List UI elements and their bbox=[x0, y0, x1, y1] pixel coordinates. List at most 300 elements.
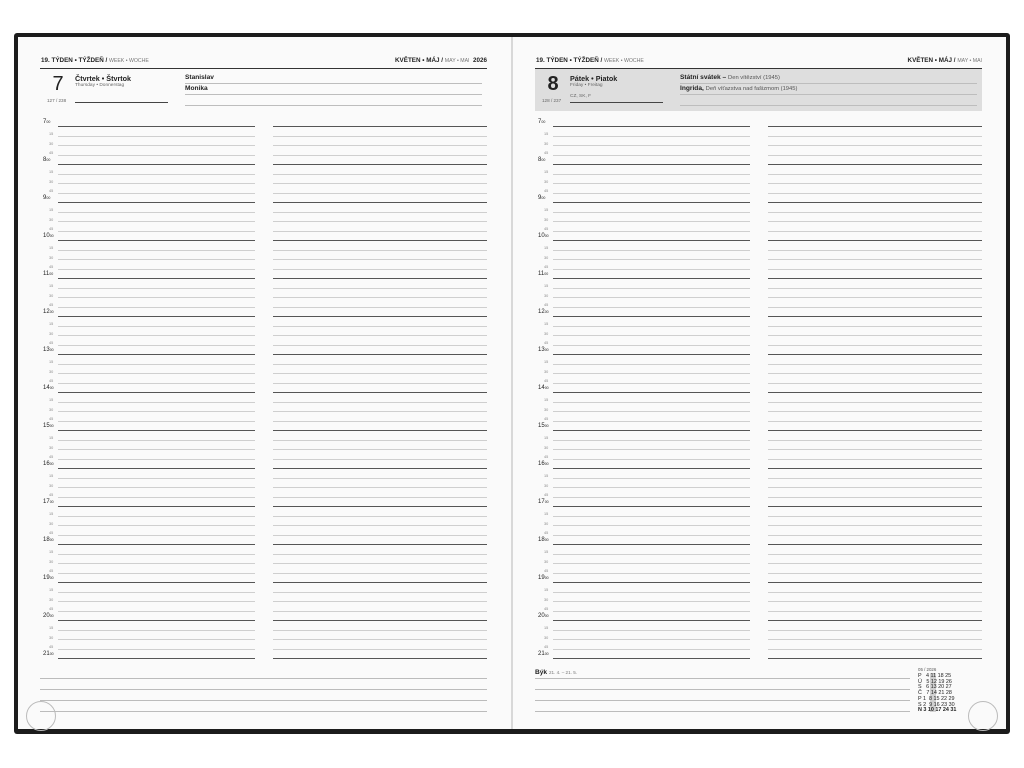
quarter-label: 30 bbox=[544, 597, 549, 602]
quarter-line[interactable] bbox=[553, 383, 750, 384]
hour-line[interactable] bbox=[553, 544, 750, 545]
quarter-line[interactable] bbox=[768, 364, 982, 365]
hour-line[interactable] bbox=[58, 544, 255, 545]
holiday-entry: Ingrida, Deň víťazstva nad fašizmom (1945) bbox=[680, 84, 977, 95]
quarter-line[interactable] bbox=[768, 326, 982, 327]
quarter-line[interactable] bbox=[553, 535, 750, 536]
corner-pocket bbox=[26, 701, 56, 731]
quarter-line[interactable] bbox=[553, 421, 750, 422]
hour-line[interactable] bbox=[273, 316, 487, 317]
hour-line[interactable] bbox=[273, 164, 487, 165]
quarter-line[interactable] bbox=[553, 174, 750, 175]
quarter-line[interactable] bbox=[553, 193, 750, 194]
quarter-line[interactable] bbox=[273, 563, 487, 564]
quarter-line[interactable] bbox=[273, 383, 487, 384]
quarter-line[interactable] bbox=[768, 592, 982, 593]
quarter-line[interactable] bbox=[273, 212, 487, 213]
hour-line[interactable] bbox=[273, 240, 487, 241]
quarter-line[interactable] bbox=[553, 183, 750, 184]
quarter-line[interactable] bbox=[58, 364, 255, 365]
quarter-line[interactable] bbox=[768, 335, 982, 336]
quarter-line[interactable] bbox=[273, 402, 487, 403]
hour-label: $15^{00}$ bbox=[43, 423, 54, 429]
quarter-line[interactable] bbox=[58, 421, 255, 422]
quarter-line[interactable] bbox=[553, 649, 750, 650]
quarter-label: 30 bbox=[49, 445, 54, 450]
hour-line[interactable] bbox=[768, 278, 982, 279]
hour-line[interactable] bbox=[58, 354, 255, 355]
hour-line[interactable] bbox=[273, 202, 487, 203]
quarter-label: 30 bbox=[49, 635, 54, 640]
hour-line[interactable] bbox=[768, 544, 982, 545]
quarter-line[interactable] bbox=[273, 183, 487, 184]
quarter-label: 15 bbox=[49, 208, 54, 212]
hour-line[interactable] bbox=[768, 620, 982, 621]
quarter-line[interactable] bbox=[58, 307, 255, 308]
holiday-blank[interactable] bbox=[680, 95, 977, 106]
hour-line[interactable] bbox=[768, 240, 982, 241]
day-underline bbox=[75, 102, 168, 103]
quarter-label: 15 bbox=[49, 474, 54, 478]
quarter-label: 45 bbox=[49, 227, 54, 231]
quarter-line[interactable] bbox=[553, 592, 750, 593]
quarter-line[interactable] bbox=[58, 231, 255, 232]
quarter-line[interactable] bbox=[58, 174, 255, 175]
quarter-line[interactable] bbox=[58, 345, 255, 346]
quarter-line[interactable] bbox=[58, 212, 255, 213]
quarter-line[interactable] bbox=[553, 516, 750, 517]
quarter-line[interactable] bbox=[273, 250, 487, 251]
quarter-line[interactable] bbox=[768, 516, 982, 517]
quarter-line[interactable] bbox=[273, 535, 487, 536]
quarter-line[interactable] bbox=[273, 449, 487, 450]
hour-line[interactable] bbox=[768, 354, 982, 355]
quarter-line[interactable] bbox=[273, 373, 487, 374]
quarter-line[interactable] bbox=[273, 411, 487, 412]
quarter-line[interactable] bbox=[273, 601, 487, 602]
quarter-line[interactable] bbox=[768, 155, 982, 156]
quarter-line[interactable] bbox=[58, 411, 255, 412]
quarter-line[interactable] bbox=[273, 554, 487, 555]
name-day-blank[interactable] bbox=[185, 95, 482, 106]
quarter-line[interactable] bbox=[553, 373, 750, 374]
hour-line[interactable] bbox=[58, 240, 255, 241]
weekday-letter: N bbox=[918, 707, 922, 714]
quarter-line[interactable] bbox=[273, 478, 487, 479]
hour-line[interactable] bbox=[58, 468, 255, 469]
quarter-line[interactable] bbox=[553, 639, 750, 640]
hour-line[interactable] bbox=[768, 582, 982, 583]
quarter-line[interactable] bbox=[273, 155, 487, 156]
quarter-line[interactable] bbox=[553, 573, 750, 574]
hour-line[interactable] bbox=[553, 506, 750, 507]
hour-line[interactable] bbox=[553, 202, 750, 203]
quarter-line[interactable] bbox=[273, 573, 487, 574]
quarter-label: 30 bbox=[49, 331, 54, 336]
quarter-label: 15 bbox=[49, 246, 54, 250]
quarter-line[interactable] bbox=[768, 630, 982, 631]
quarter-line[interactable] bbox=[58, 155, 255, 156]
quarter-label: 30 bbox=[49, 369, 54, 374]
quarter-line[interactable] bbox=[768, 193, 982, 194]
hour-line[interactable] bbox=[58, 164, 255, 165]
hour-line[interactable] bbox=[553, 468, 750, 469]
holiday-entry: Státní svátek – Den vítězství (1945) bbox=[680, 73, 977, 84]
note-line[interactable] bbox=[535, 689, 910, 690]
quarter-line[interactable] bbox=[768, 174, 982, 175]
note-line[interactable] bbox=[40, 700, 487, 701]
quarter-line[interactable] bbox=[768, 478, 982, 479]
weekday-letter: Č bbox=[918, 690, 922, 697]
quarter-label: 30 bbox=[49, 217, 54, 222]
zodiac-sign: Býk 21. 4. – 21. 5. bbox=[535, 669, 578, 676]
hour-line[interactable] bbox=[768, 126, 982, 127]
quarter-line[interactable] bbox=[553, 288, 750, 289]
quarter-line[interactable] bbox=[768, 250, 982, 251]
hour-label: $7^{00}$ bbox=[43, 119, 51, 125]
quarter-line[interactable] bbox=[768, 573, 982, 574]
hour-line[interactable] bbox=[58, 392, 255, 393]
notes-column[interactable] bbox=[273, 122, 487, 654]
note-line[interactable] bbox=[535, 678, 910, 679]
quarter-line[interactable] bbox=[768, 136, 982, 137]
hour-label: $11^{00}$ bbox=[538, 271, 549, 277]
quarter-line[interactable] bbox=[768, 535, 982, 536]
quarter-line[interactable] bbox=[768, 554, 982, 555]
quarter-line[interactable] bbox=[273, 459, 487, 460]
quarter-line[interactable] bbox=[553, 345, 750, 346]
quarter-line[interactable] bbox=[553, 497, 750, 498]
hour-line[interactable] bbox=[768, 506, 982, 507]
quarter-line[interactable] bbox=[768, 183, 982, 184]
quarter-label: 30 bbox=[49, 141, 54, 146]
quarter-line[interactable] bbox=[553, 630, 750, 631]
quarter-line[interactable] bbox=[553, 221, 750, 222]
quarter-line[interactable] bbox=[273, 525, 487, 526]
quarter-line[interactable] bbox=[553, 440, 750, 441]
quarter-line[interactable] bbox=[768, 459, 982, 460]
quarter-line[interactable] bbox=[58, 601, 255, 602]
quarter-label: 30 bbox=[49, 521, 54, 526]
quarter-line[interactable] bbox=[553, 145, 750, 146]
quarter-line[interactable] bbox=[58, 183, 255, 184]
weekday-dates: 6 13 20 27 bbox=[921, 684, 952, 691]
quarter-line[interactable] bbox=[58, 269, 255, 270]
quarter-label: 45 bbox=[49, 151, 54, 155]
quarter-line[interactable] bbox=[273, 364, 487, 365]
quarter-line[interactable] bbox=[273, 221, 487, 222]
quarter-line[interactable] bbox=[273, 326, 487, 327]
quarter-line[interactable] bbox=[58, 459, 255, 460]
quarter-line[interactable] bbox=[273, 335, 487, 336]
quarter-label: 30 bbox=[544, 559, 549, 564]
quarter-label: 15 bbox=[49, 512, 54, 516]
hour-line[interactable] bbox=[553, 392, 750, 393]
hour-label: $12^{00}$ bbox=[43, 309, 54, 315]
quarter-label: 30 bbox=[544, 217, 549, 222]
quarter-line[interactable] bbox=[768, 440, 982, 441]
year-label: 2026 bbox=[472, 57, 487, 64]
time-column[interactable] bbox=[553, 122, 750, 654]
quarter-line[interactable] bbox=[768, 231, 982, 232]
hour-line[interactable] bbox=[553, 354, 750, 355]
hour-line[interactable] bbox=[58, 202, 255, 203]
day-name-translation: Friday • Freitag bbox=[570, 83, 603, 88]
quarter-line[interactable] bbox=[768, 411, 982, 412]
quarter-label: 15 bbox=[544, 626, 549, 630]
hour-line[interactable] bbox=[768, 316, 982, 317]
hour-line[interactable] bbox=[273, 392, 487, 393]
quarter-label: 30 bbox=[544, 293, 549, 298]
quarter-label: 30 bbox=[49, 559, 54, 564]
quarter-line[interactable] bbox=[768, 421, 982, 422]
quarter-line[interactable] bbox=[58, 373, 255, 374]
quarter-line[interactable] bbox=[58, 554, 255, 555]
quarter-line[interactable] bbox=[553, 554, 750, 555]
hour-line[interactable] bbox=[58, 506, 255, 507]
quarter-line[interactable] bbox=[553, 611, 750, 612]
quarter-line[interactable] bbox=[273, 440, 487, 441]
quarter-line[interactable] bbox=[768, 639, 982, 640]
hour-line[interactable] bbox=[768, 468, 982, 469]
quarter-line[interactable] bbox=[58, 193, 255, 194]
quarter-line[interactable] bbox=[58, 639, 255, 640]
quarter-label: 45 bbox=[544, 417, 549, 421]
quarter-line[interactable] bbox=[273, 259, 487, 260]
quarter-line[interactable] bbox=[553, 326, 750, 327]
quarter-line[interactable] bbox=[58, 250, 255, 251]
quarter-line[interactable] bbox=[768, 449, 982, 450]
quarter-line[interactable] bbox=[553, 136, 750, 137]
quarter-line[interactable] bbox=[58, 326, 255, 327]
quarter-line[interactable] bbox=[273, 269, 487, 270]
quarter-line[interactable] bbox=[768, 297, 982, 298]
quarter-line[interactable] bbox=[553, 459, 750, 460]
quarter-line[interactable] bbox=[273, 592, 487, 593]
quarter-label: 15 bbox=[544, 360, 549, 364]
quarter-line[interactable] bbox=[58, 297, 255, 298]
quarter-line[interactable] bbox=[768, 212, 982, 213]
quarter-line[interactable] bbox=[273, 193, 487, 194]
quarter-line[interactable] bbox=[58, 145, 255, 146]
quarter-line[interactable] bbox=[58, 611, 255, 612]
quarter-line[interactable] bbox=[58, 487, 255, 488]
quarter-label: 45 bbox=[544, 531, 549, 535]
quarter-line[interactable] bbox=[58, 573, 255, 574]
hour-line[interactable] bbox=[768, 658, 982, 659]
hour-line[interactable] bbox=[273, 354, 487, 355]
quarter-line[interactable] bbox=[58, 630, 255, 631]
hour-label: $18^{00}$ bbox=[538, 537, 549, 543]
quarter-line[interactable] bbox=[768, 221, 982, 222]
quarter-label: 15 bbox=[49, 322, 54, 326]
quarter-line[interactable] bbox=[553, 250, 750, 251]
holidays bbox=[680, 73, 977, 106]
quarter-label: 45 bbox=[544, 607, 549, 611]
quarter-line[interactable] bbox=[768, 269, 982, 270]
quarter-line[interactable] bbox=[58, 288, 255, 289]
quarter-line[interactable] bbox=[553, 297, 750, 298]
hour-label: $10^{00}$ bbox=[43, 233, 54, 239]
quarter-line[interactable] bbox=[768, 383, 982, 384]
quarter-line[interactable] bbox=[273, 297, 487, 298]
quarter-line[interactable] bbox=[553, 402, 750, 403]
hour-line[interactable] bbox=[768, 392, 982, 393]
quarter-line[interactable] bbox=[768, 649, 982, 650]
quarter-line[interactable] bbox=[273, 639, 487, 640]
hour-line[interactable] bbox=[273, 278, 487, 279]
hour-line[interactable] bbox=[768, 164, 982, 165]
quarter-line[interactable] bbox=[768, 487, 982, 488]
quarter-line[interactable] bbox=[553, 478, 750, 479]
quarter-line[interactable] bbox=[768, 525, 982, 526]
hour-line[interactable] bbox=[553, 278, 750, 279]
quarter-line[interactable] bbox=[58, 335, 255, 336]
hour-line[interactable] bbox=[553, 430, 750, 431]
hour-line[interactable] bbox=[58, 278, 255, 279]
holiday-countries: CZ, SK, F bbox=[570, 94, 592, 99]
quarter-line[interactable] bbox=[273, 345, 487, 346]
quarter-line[interactable] bbox=[553, 487, 750, 488]
quarter-line[interactable] bbox=[273, 630, 487, 631]
quarter-label: 15 bbox=[544, 170, 549, 174]
notes-column[interactable] bbox=[768, 122, 982, 654]
quarter-line[interactable] bbox=[58, 478, 255, 479]
quarter-line[interactable] bbox=[553, 601, 750, 602]
hour-line[interactable] bbox=[553, 164, 750, 165]
quarter-label: 45 bbox=[49, 531, 54, 535]
hour-line[interactable] bbox=[273, 620, 487, 621]
quarter-line[interactable] bbox=[768, 307, 982, 308]
hour-line[interactable] bbox=[553, 126, 750, 127]
quarter-label: 15 bbox=[544, 474, 549, 478]
quarter-line[interactable] bbox=[553, 563, 750, 564]
quarter-label: 30 bbox=[49, 255, 54, 260]
hour-line[interactable] bbox=[273, 468, 487, 469]
quarter-label: 30 bbox=[544, 179, 549, 184]
hour-line[interactable] bbox=[273, 506, 487, 507]
quarter-label: 15 bbox=[49, 398, 54, 402]
quarter-line[interactable] bbox=[273, 145, 487, 146]
hour-label: $8^{00}$ bbox=[538, 157, 546, 163]
quarter-line[interactable] bbox=[273, 231, 487, 232]
note-line[interactable] bbox=[40, 689, 487, 690]
hour-line[interactable] bbox=[273, 126, 487, 127]
note-line[interactable] bbox=[535, 700, 910, 701]
quarter-line[interactable] bbox=[553, 411, 750, 412]
hour-line[interactable] bbox=[58, 658, 255, 659]
hour-line[interactable] bbox=[273, 544, 487, 545]
hour-line[interactable] bbox=[768, 202, 982, 203]
hour-line[interactable] bbox=[58, 620, 255, 621]
quarter-line[interactable] bbox=[58, 402, 255, 403]
quarter-line[interactable] bbox=[768, 259, 982, 260]
quarter-line[interactable] bbox=[273, 421, 487, 422]
quarter-line[interactable] bbox=[768, 601, 982, 602]
quarter-line[interactable] bbox=[553, 231, 750, 232]
quarter-line[interactable] bbox=[553, 259, 750, 260]
hour-line[interactable] bbox=[58, 430, 255, 431]
hour-line[interactable] bbox=[553, 240, 750, 241]
hour-line[interactable] bbox=[273, 582, 487, 583]
hour-label: $11^{00}$ bbox=[43, 271, 54, 277]
time-column[interactable] bbox=[58, 122, 255, 654]
quarter-line[interactable] bbox=[273, 307, 487, 308]
quarter-line[interactable] bbox=[768, 497, 982, 498]
time-grid[interactable] bbox=[535, 119, 982, 657]
quarter-line[interactable] bbox=[58, 649, 255, 650]
hour-line[interactable] bbox=[553, 582, 750, 583]
quarter-line[interactable] bbox=[58, 525, 255, 526]
quarter-line[interactable] bbox=[768, 345, 982, 346]
quarter-line[interactable] bbox=[58, 592, 255, 593]
quarter-line[interactable] bbox=[273, 611, 487, 612]
quarter-line[interactable] bbox=[58, 221, 255, 222]
quarter-line[interactable] bbox=[273, 487, 487, 488]
quarter-line[interactable] bbox=[273, 288, 487, 289]
quarter-line[interactable] bbox=[273, 497, 487, 498]
hour-label: $13^{00}$ bbox=[43, 347, 54, 353]
quarter-line[interactable] bbox=[553, 364, 750, 365]
quarter-line[interactable] bbox=[58, 497, 255, 498]
quarter-line[interactable] bbox=[58, 535, 255, 536]
quarter-line[interactable] bbox=[768, 611, 982, 612]
quarter-line[interactable] bbox=[768, 288, 982, 289]
day-name: Čtvrtek • Štvrtok bbox=[75, 74, 132, 83]
hour-line[interactable] bbox=[768, 430, 982, 431]
quarter-line[interactable] bbox=[768, 373, 982, 374]
quarter-line[interactable] bbox=[58, 259, 255, 260]
time-grid[interactable] bbox=[40, 119, 487, 657]
hour-line[interactable] bbox=[553, 620, 750, 621]
quarter-line[interactable] bbox=[553, 212, 750, 213]
hour-line[interactable] bbox=[58, 316, 255, 317]
quarter-line[interactable] bbox=[553, 449, 750, 450]
quarter-line[interactable] bbox=[58, 563, 255, 564]
quarter-line[interactable] bbox=[768, 563, 982, 564]
day-header bbox=[40, 69, 487, 111]
quarter-line[interactable] bbox=[553, 307, 750, 308]
hour-line[interactable] bbox=[273, 430, 487, 431]
hour-line[interactable] bbox=[58, 582, 255, 583]
quarter-line[interactable] bbox=[273, 649, 487, 650]
hour-line[interactable] bbox=[58, 126, 255, 127]
quarter-line[interactable] bbox=[273, 174, 487, 175]
hour-line[interactable] bbox=[553, 316, 750, 317]
quarter-line[interactable] bbox=[553, 335, 750, 336]
hour-label: $20^{00}$ bbox=[538, 613, 549, 619]
quarter-line[interactable] bbox=[553, 525, 750, 526]
quarter-line[interactable] bbox=[58, 440, 255, 441]
quarter-line[interactable] bbox=[58, 516, 255, 517]
quarter-line[interactable] bbox=[58, 136, 255, 137]
quarter-line[interactable] bbox=[768, 145, 982, 146]
note-line[interactable] bbox=[40, 711, 487, 712]
hour-line[interactable] bbox=[553, 658, 750, 659]
quarter-line[interactable] bbox=[768, 402, 982, 403]
quarter-label: 45 bbox=[544, 645, 549, 649]
note-line[interactable] bbox=[535, 711, 910, 712]
quarter-line[interactable] bbox=[553, 155, 750, 156]
quarter-label: 45 bbox=[544, 455, 549, 459]
note-line[interactable] bbox=[40, 678, 487, 679]
quarter-line[interactable] bbox=[553, 269, 750, 270]
hour-line[interactable] bbox=[273, 658, 487, 659]
quarter-line[interactable] bbox=[58, 449, 255, 450]
quarter-line[interactable] bbox=[58, 383, 255, 384]
quarter-line[interactable] bbox=[273, 516, 487, 517]
quarter-line[interactable] bbox=[273, 136, 487, 137]
